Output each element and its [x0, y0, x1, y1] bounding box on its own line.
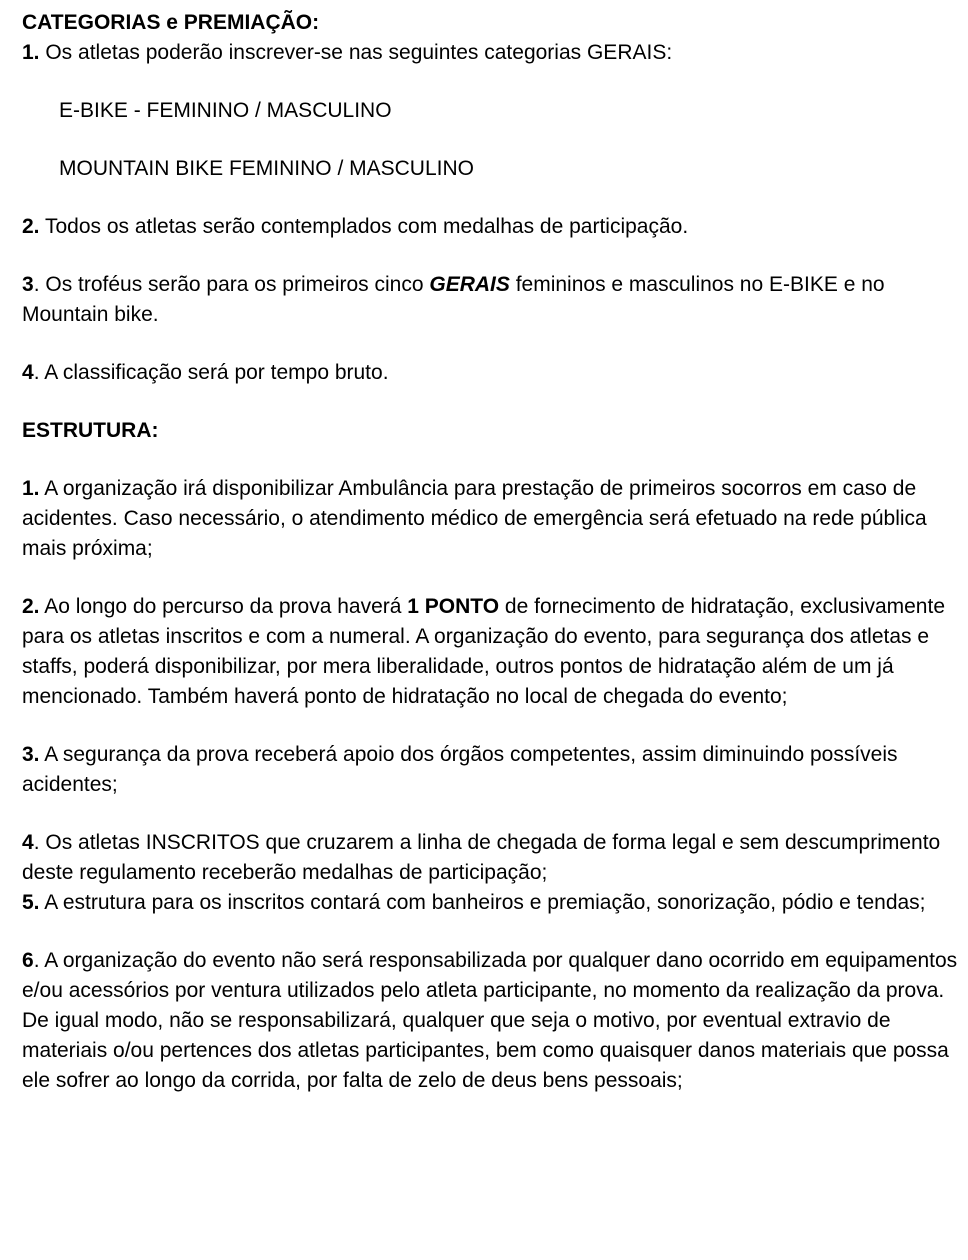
- item-number: 1.: [22, 41, 40, 64]
- item-text-continued: femininos e masculinos no E-BIKE e no Mountain bike.: [22, 273, 885, 326]
- item-number: 1.: [22, 477, 40, 500]
- item-text: A organização irá disponibilizar Ambulância para prestação de primeiros socorros em caso de acidentes. Caso necessário, o atendimento médico de emergência será efetuado na rede pública mais próxima;: [22, 477, 927, 560]
- estrutura-item-2: [22, 592, 968, 712]
- item-number: 3: [22, 273, 34, 296]
- item-number: 3.: [22, 743, 40, 766]
- spacer: [22, 126, 968, 154]
- item-text: Todos os atletas serão contemplados com medalhas de participação.: [39, 215, 689, 238]
- categorias-heading: CATEGORIAS e PREMIAÇÃO:: [22, 11, 320, 34]
- item-text: . Os atletas INSCRITOS que cruzarem a linha de chegada de forma legal e sem descumprimento deste regulamento receberão medalhas de participação;: [22, 831, 941, 884]
- categorias-item-3: [22, 270, 968, 330]
- category-mountain-bike: MOUNTAIN BIKE FEMININO / MASCULINO: [59, 157, 474, 180]
- item-number: 4: [22, 361, 34, 384]
- emphasis-gerais: GERAIS: [429, 273, 510, 296]
- categorias-item-1: [22, 38, 968, 68]
- item-number: 6: [22, 949, 34, 972]
- spacer: [22, 446, 968, 474]
- item-number: 2.: [22, 215, 40, 238]
- estrutura-item-3: [22, 740, 968, 800]
- item-number: 5.: [22, 891, 40, 914]
- estrutura-item-1: [22, 474, 968, 564]
- estrutura-item-5: [22, 888, 968, 918]
- category-ebike: E-BIKE - FEMININO / MASCULINO: [59, 99, 392, 122]
- spacer: [22, 184, 968, 212]
- item-text: . A classificação será por tempo bruto.: [33, 361, 389, 384]
- categorias-item-2: [22, 212, 968, 242]
- item-text: Os atletas poderão inscrever-se nas seguintes categorias GERAIS:: [39, 41, 673, 64]
- categorias-item-4: [22, 358, 968, 388]
- item-text: A segurança da prova receberá apoio dos órgãos competentes, assim diminuindo possíveis acidentes;: [22, 743, 898, 796]
- item-number: 4: [22, 831, 34, 854]
- spacer: [22, 918, 968, 946]
- item-text: Ao longo do percurso da prova haverá: [39, 595, 408, 618]
- item-text-continued: de fornecimento de hidratação, exclusivamente para os atletas inscritos e com a numeral. A organização do evento, para segurança dos atletas e staffs, poderá disponibilizar, por mera liberalidade, outros pontos de hidratação além de um já mencionado. Também haverá ponto de hidratação no local de chegada do evento;: [22, 595, 945, 708]
- item-number: 2.: [22, 595, 40, 618]
- spacer: [22, 712, 968, 740]
- estrutura-heading: ESTRUTURA:: [22, 419, 159, 442]
- spacer: [22, 68, 968, 96]
- estrutura-item-6: [22, 946, 968, 1096]
- item-text: . Os troféus serão para os primeiros cinco: [33, 273, 430, 296]
- spacer: [22, 800, 968, 828]
- item-text: . A organização do evento não será responsabilizada por qualquer dano ocorrido em equipamentos e/ou acessórios por ventura utilizados pelo atleta participante, no momento da realização da prova. De igual modo, não se responsabilizará, qualquer que seja o motivo, por eventual extravio de materiais o/ou pertences dos atletas participantes, bem como quaisquer danos materiais que possa ele sofrer ao longo da corrida, por falta de zelo de deus bens pessoais;: [22, 949, 958, 1092]
- emphasis-1-ponto: 1 PONTO: [407, 595, 500, 618]
- spacer: [22, 242, 968, 270]
- item-text: A estrutura para os inscritos contará com banheiros e premiação, sonorização, pódio e tendas;: [39, 891, 926, 914]
- spacer: [22, 388, 968, 416]
- estrutura-item-4: [22, 828, 968, 888]
- spacer: [22, 564, 968, 592]
- spacer: [22, 330, 968, 358]
